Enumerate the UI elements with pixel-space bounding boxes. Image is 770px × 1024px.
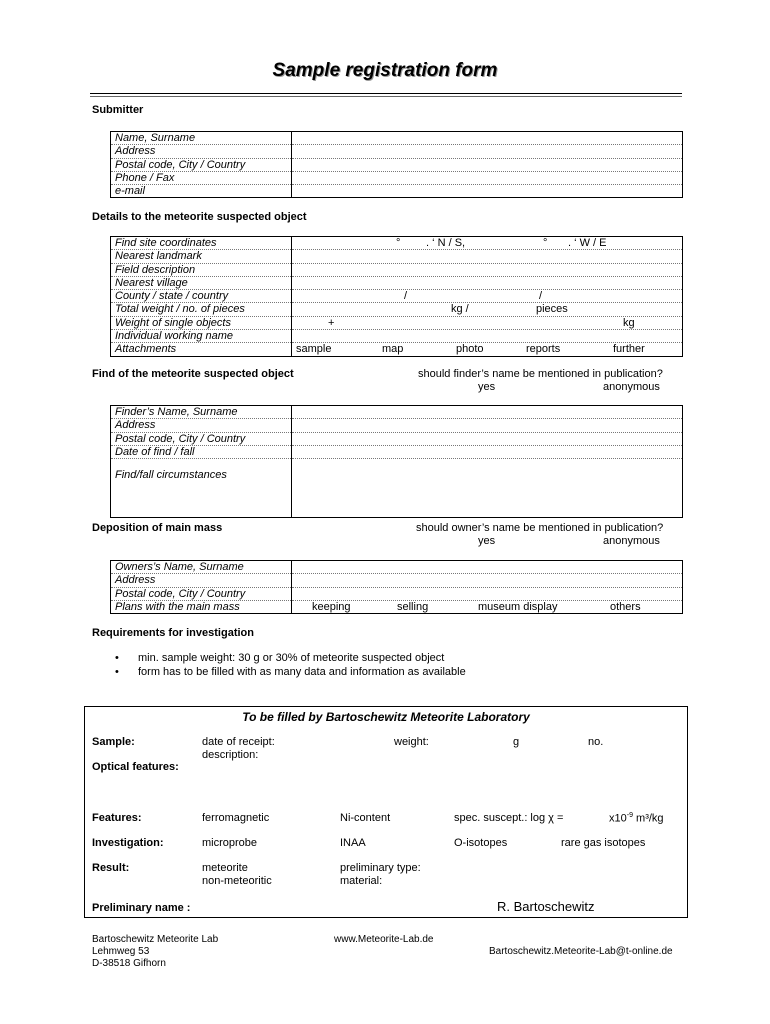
table-row [111, 574, 683, 587]
o-isotopes-option[interactable]: O-isotopes [454, 837, 508, 849]
features-label: Features: [92, 812, 142, 824]
row-label: Field description [111, 263, 292, 276]
attachment-further[interactable]: further [613, 343, 645, 356]
owner-address-field[interactable] [292, 574, 683, 587]
row-label: Individual working name [111, 330, 292, 343]
table-row [111, 145, 683, 158]
find-heading: Find of the meteorite suspected object [92, 368, 294, 380]
preliminary-name-label: Preliminary name : [92, 902, 191, 914]
email-field[interactable] [292, 185, 683, 198]
plus-sign: + [328, 316, 335, 329]
county-field[interactable] [292, 290, 683, 303]
ns-label: . ‘ N / S, [426, 237, 466, 249]
kg-unit: kg / [451, 303, 469, 316]
row-label: Address [111, 419, 292, 432]
footer-email-link[interactable]: Bartoschewitz.Meteorite-Lab@t-online.de [489, 946, 673, 957]
table-row [111, 276, 683, 289]
find-date-field[interactable] [292, 445, 683, 458]
row-label: Attachments [111, 343, 292, 356]
row-label: Postal code, City / Country [111, 587, 292, 600]
deposition-table [110, 560, 683, 614]
finder-yes-option[interactable]: yes [478, 381, 496, 393]
row-label: Name, Surname [111, 132, 292, 145]
row-label: Postal code, City / Country [111, 432, 292, 445]
spec-suscept-label: spec. suscept.: log χ = [454, 812, 564, 824]
table-row [111, 406, 683, 419]
row-label: Phone / Fax [111, 171, 292, 184]
attachments-field [292, 343, 683, 356]
footer-city: D-38518 Gifhorn [92, 958, 166, 969]
requirements-heading: Requirements for investigation [92, 627, 254, 639]
table-row [111, 459, 683, 518]
separator: / [404, 290, 408, 303]
table-row [111, 290, 683, 303]
pieces-unit: pieces [536, 303, 568, 316]
table-row [111, 237, 683, 250]
we-label: . ‘ W / E [568, 237, 607, 249]
preliminary-type-label: preliminary type: [340, 862, 421, 874]
finder-anonymous-option[interactable]: anonymous [603, 381, 660, 393]
owner-anonymous-option[interactable]: anonymous [603, 535, 660, 547]
attachment-reports[interactable]: reports [526, 343, 561, 356]
table-row [111, 158, 683, 171]
finder-name-field[interactable] [292, 406, 683, 419]
rare-gas-option[interactable]: rare gas isotopes [561, 837, 646, 849]
susceptibility-unit [609, 812, 664, 825]
postal-field[interactable] [292, 158, 683, 171]
material-label: material: [340, 875, 383, 887]
degree-mark: ° [543, 237, 548, 249]
row-label: County / state / country [111, 290, 292, 303]
lab-box [84, 706, 688, 918]
requirement-item: min. sample weight: 30 g or 30% of meteorite suspected object [138, 652, 445, 664]
inaa-option[interactable]: INAA [340, 837, 366, 849]
investigation-label: Investigation: [92, 837, 164, 849]
table-row [111, 171, 683, 184]
attachment-map[interactable]: map [382, 343, 404, 356]
submitter-table [110, 131, 683, 198]
total-weight-field[interactable] [292, 303, 683, 316]
separator: / [539, 290, 543, 303]
sample-label: Sample: [92, 736, 135, 748]
row-label: Address [111, 145, 292, 158]
gram-unit: g [513, 736, 520, 748]
owner-postal-field[interactable] [292, 587, 683, 600]
result-label: Result: [92, 862, 130, 874]
circumstances-field[interactable] [292, 459, 683, 518]
phone-field[interactable] [292, 171, 683, 184]
signature: R. Bartoschewitz [497, 899, 595, 914]
table-row [111, 419, 683, 432]
ni-content-option[interactable]: Ni-content [340, 812, 391, 824]
single-weight-field[interactable] [292, 316, 683, 329]
lab-heading: To be filled by Bartoschewitz Meteorite Laboratory [242, 710, 530, 724]
row-label: Nearest village [111, 276, 292, 289]
attachment-sample[interactable]: sample [296, 343, 332, 356]
kg-unit: kg [623, 316, 635, 329]
finder-postal-field[interactable] [292, 432, 683, 445]
exponent: -9 [626, 812, 633, 819]
bullet-icon: • [115, 652, 119, 664]
owner-yes-option[interactable]: yes [478, 535, 496, 547]
plan-keeping[interactable]: keeping [312, 600, 351, 613]
weight-label: weight: [394, 736, 429, 748]
page-title: Sample registration form [272, 60, 498, 81]
table-row [111, 250, 683, 263]
working-name-field[interactable] [292, 330, 683, 343]
row-label: Plans with the main mass [111, 600, 292, 613]
date-receipt-label: date of receipt: [202, 736, 275, 748]
x10-text: x10 [609, 812, 627, 825]
attachment-photo[interactable]: photo [456, 343, 484, 356]
unit-text: m³/kg [632, 812, 664, 825]
table-row [111, 303, 683, 316]
row-label: Owners’s Name, Surname [111, 561, 292, 574]
finder-address-field[interactable] [292, 419, 683, 432]
plan-others[interactable]: others [610, 600, 641, 613]
submitter-heading: Submitter [92, 104, 144, 116]
row-label: Weight of single objects [111, 316, 292, 329]
find-table [110, 405, 683, 518]
table-row [111, 316, 683, 329]
table-row [111, 432, 683, 445]
row-label: Find site coordinates [111, 237, 292, 250]
microprobe-option[interactable]: microprobe [202, 837, 258, 849]
description-label: description: [202, 749, 259, 761]
row-label: Finder’s Name, Surname [111, 406, 292, 419]
row-label: Date of find / fall [111, 445, 292, 458]
landmark-field[interactable] [292, 250, 683, 263]
plans-field [292, 600, 683, 613]
optical-features-label: Optical features: [92, 761, 179, 773]
ferromagnetic-option[interactable]: ferromagnetic [202, 812, 270, 824]
row-label: e-mail [111, 185, 292, 198]
table-row [111, 600, 683, 613]
table-row [111, 587, 683, 600]
row-label: Find/fall circumstances [111, 459, 292, 518]
row-label: Total weight / no. of pieces [111, 303, 292, 316]
table-row [111, 343, 683, 356]
coordinates-field[interactable] [292, 237, 683, 250]
footer-street: Lehmweg 53 [92, 946, 150, 957]
table-row [111, 561, 683, 574]
deposition-heading: Deposition of main mass [92, 522, 223, 534]
footer-org: Bartoschewitz Meteorite Lab [92, 934, 219, 945]
owner-publication-question: should owner’s name be mentioned in publication? [416, 522, 664, 534]
non-meteoritic-option[interactable]: non-meteoritic [202, 875, 272, 887]
row-label: Nearest landmark [111, 250, 292, 263]
village-field[interactable] [292, 276, 683, 289]
details-table [110, 236, 683, 357]
row-label: Address [111, 574, 292, 587]
field-description-field[interactable] [292, 263, 683, 276]
finder-publication-question: should finder’s name be mentioned in publication? [418, 368, 663, 380]
row-label: Postal code, City / Country [111, 158, 292, 171]
details-heading: Details to the meteorite suspected object [92, 211, 307, 223]
address-field[interactable] [292, 145, 683, 158]
table-row [111, 445, 683, 458]
meteorite-option[interactable]: meteorite [202, 862, 248, 874]
plan-museum-display[interactable]: museum display [478, 600, 558, 613]
table-row [111, 330, 683, 343]
table-row [111, 263, 683, 276]
degree-mark: ° [396, 237, 401, 249]
owner-name-field[interactable] [292, 561, 683, 574]
bullet-icon: • [115, 666, 119, 678]
plan-selling[interactable]: selling [397, 600, 429, 613]
name-field[interactable] [292, 132, 683, 145]
number-label: no. [588, 736, 604, 748]
table-row [111, 132, 683, 145]
title-rule [90, 93, 682, 97]
table-row [111, 185, 683, 198]
footer-website-link[interactable]: www.Meteorite-Lab.de [334, 934, 434, 945]
requirement-item: form has to be filled with as many data and information as available [138, 666, 466, 678]
